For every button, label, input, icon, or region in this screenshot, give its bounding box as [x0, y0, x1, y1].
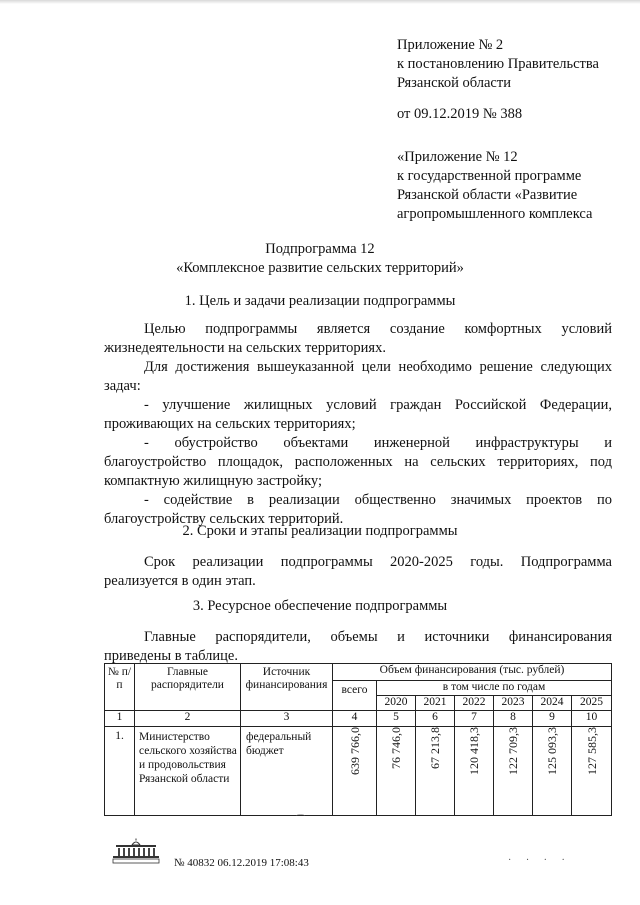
- col-num-header: № п/п: [105, 664, 135, 711]
- ministry-cell: Министерство сельского хозяйства и продовольствия Рязанской области: [135, 727, 241, 816]
- col-number: 8: [494, 711, 533, 727]
- annex-number: Приложение № 2: [397, 37, 504, 53]
- section1-body: [104, 320, 612, 529]
- value-2022: 120 418,3: [467, 727, 481, 775]
- value-2024: 125 093,3: [545, 727, 559, 775]
- section1-heading: 1. Цель и задачи реализации подпрограммы: [184, 293, 456, 309]
- col-number: 4: [333, 711, 377, 727]
- year-cell: 2025: [572, 696, 612, 711]
- value-cell: [533, 727, 572, 816]
- col-source-header: Источник финансирования: [241, 664, 333, 711]
- region-name: Рязанской области: [397, 75, 511, 91]
- annex12-line4: агропромышленного комплекса: [397, 206, 593, 222]
- annex12-line1: «Приложение № 12: [397, 149, 518, 165]
- col-number: 3: [241, 711, 333, 727]
- col-number: 5: [377, 711, 416, 727]
- value-cell: [377, 727, 416, 816]
- tasks-intro-line1: Для достижения вышеуказанной цели необходимо решение следующих: [144, 359, 612, 375]
- annex-header: [397, 36, 599, 224]
- col-volume-header: Объем финансирования (тыс. рублей): [333, 664, 612, 681]
- scan-marks: · · · ·: [508, 855, 571, 866]
- col-number: 1: [105, 711, 135, 727]
- col-number: 2: [135, 711, 241, 727]
- value-2025: 127 585,3: [584, 727, 599, 775]
- total-cell: [333, 727, 377, 816]
- task1-line1: - улучшение жилищных условий граждан Российской Федерации,: [144, 397, 612, 413]
- annex12-line2: к государственной программе: [397, 168, 582, 184]
- task3-line1: - содействие в реализации общественно значимых проектов по: [144, 492, 612, 508]
- year-cell: 2021: [416, 696, 455, 711]
- section3-body: [104, 628, 612, 666]
- task1-line2: проживающих на сельских территориях;: [104, 416, 356, 432]
- term-line2: реализуется в один этап.: [104, 573, 256, 589]
- value-cell: [494, 727, 533, 816]
- task2-line3: компактную жилищную застройку;: [104, 473, 323, 489]
- total-value: 639 766,0: [347, 727, 362, 775]
- table-row: [105, 727, 612, 816]
- row-number: 1.: [105, 727, 135, 816]
- col-number: 10: [572, 711, 612, 727]
- section3-heading: 3. Ресурсное обеспечение подпрограммы: [192, 598, 448, 614]
- funding-line1: Главные распорядители, объемы и источники финансирования: [144, 629, 612, 645]
- document-stamp: № 40832 06.12.2019 17:08:43: [174, 857, 309, 869]
- decree-date: от 09.12.2019 № 388: [397, 106, 523, 122]
- col-number: 7: [455, 711, 494, 727]
- col-total-header: всего: [333, 681, 377, 711]
- col-ministry-header: Главные распорядители: [135, 664, 241, 711]
- tasks-intro-line2: задач:: [104, 378, 141, 394]
- value-cell: [572, 727, 612, 816]
- task3-line2: благоустройству сельских территорий.: [104, 511, 344, 527]
- funding-table: [104, 663, 612, 816]
- annex12-line3: Рязанской области «Развитие: [397, 187, 578, 203]
- value-2021: 67 213,8: [428, 727, 442, 769]
- col-number: 9: [533, 711, 572, 727]
- source-cell: федеральный бюджет: [241, 727, 333, 816]
- goal-line2: жизнедеятельности на сельских территориях.: [104, 340, 386, 356]
- section2-heading: 2. Сроки и этапы реализации подпрограммы: [182, 523, 458, 539]
- value-cell: [455, 727, 494, 816]
- year-cell: 2024: [533, 696, 572, 711]
- col-number: 6: [416, 711, 455, 727]
- year-cell: 2020: [377, 696, 416, 711]
- goal-line1: Целью подпрограммы является создание комфортных условий: [144, 321, 612, 337]
- scan-artifact: ⌒: [296, 814, 306, 824]
- value-2023: 122 709,3: [506, 727, 520, 775]
- funding-line2: приведены в таблице.: [104, 648, 238, 664]
- col-byyear-header: в том числе по годам: [377, 681, 612, 696]
- value-2020: 76 746,0: [389, 727, 403, 769]
- task2-line2: благоустройство площадок, расположенных на сельских территориях, под: [104, 454, 612, 470]
- government-building-icon: [110, 838, 162, 864]
- decree-ref: к постановлению Правительства: [397, 56, 599, 72]
- year-cell: 2023: [494, 696, 533, 711]
- section2-body: [104, 553, 612, 591]
- subprogram-name: «Комплексное развитие сельских территорий»: [176, 260, 464, 276]
- value-cell: [416, 727, 455, 816]
- scan-edge: [0, 0, 640, 4]
- task2-line1: - обустройство объектами инженерной инфраструктуры и: [144, 435, 612, 451]
- column-numbers-row: [105, 711, 612, 727]
- year-cell: 2022: [455, 696, 494, 711]
- subprogram-title: Подпрограмма 12: [265, 241, 375, 257]
- term-line1: Срок реализации подпрограммы 2020-2025 годы. Подпрограмма: [144, 554, 612, 570]
